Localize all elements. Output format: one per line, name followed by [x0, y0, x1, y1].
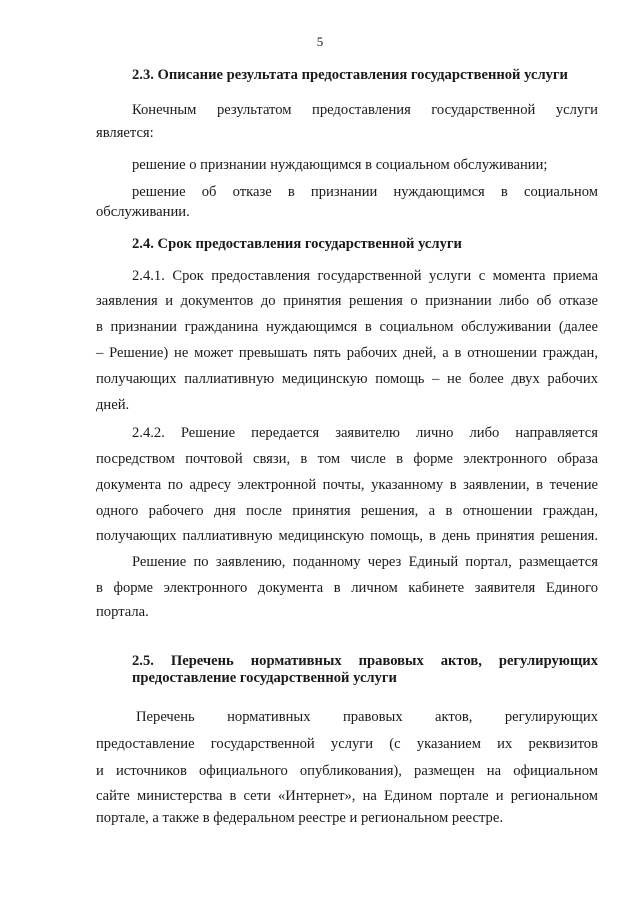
section-2-4-p1-line: в признании гражданина нуждающимся в социальном обслуживании (далее: [96, 319, 598, 335]
section-2-4-p2-line: одного рабочего дня после принятия решения, а в отношении граждан,: [96, 503, 598, 519]
section-2-4-p1-line: – Решение) не может превышать пять рабочих дней, а в отношении граждан,: [96, 345, 598, 361]
section-2-5-p1-line: и источников официального опубликования), размещен на официальном: [96, 763, 598, 779]
section-2-4-p2-line: документа по адресу электронной почты, указанному в заявлении, в течение: [96, 477, 598, 493]
section-2-3-p3-line1: решение об отказе в признании нуждающимся в социальном: [132, 184, 598, 200]
page-number: 5: [316, 34, 324, 49]
section-2-4-p3-last: портала.: [96, 604, 149, 620]
section-2-4-p3-line: в форме электронного документа в личном кабинете заявителя Единого: [96, 580, 598, 596]
section-2-5-heading-line1: 2.5. Перечень нормативных правовых актов, регулирующих: [132, 653, 598, 669]
section-2-3-p3-line2: обслуживании.: [96, 204, 190, 220]
section-2-4-p3-line: Решение по заявлению, поданному через Единый портал, размещается: [132, 554, 598, 570]
section-2-4-p1-line: получающих паллиативную медицинскую помощь – не более двух рабочих: [96, 371, 598, 387]
section-2-4-p2-line: посредством почтовой связи, в том числе в форме электронного образа: [96, 451, 598, 467]
section-2-4-p1-line: 2.4.1. Срок предоставления государственной услуги с момента приема: [132, 268, 598, 284]
section-2-5-p1-line: предоставление государственной услуги (с указанием их реквизитов: [96, 736, 598, 752]
section-2-3-p2: решение о признании нуждающимся в социальном обслуживании;: [132, 157, 548, 173]
section-2-3-heading: 2.3. Описание результата предоставления государственной услуги: [132, 67, 568, 83]
section-2-3-p1-line2: является:: [96, 125, 154, 141]
section-2-5-p1-last: портале, а также в федеральном реестре и региональном реестре.: [96, 810, 503, 826]
section-2-5-p1-line: сайте министерства в сети «Интернет», на Едином портале и региональном: [96, 788, 598, 804]
section-2-4-p1-last: дней.: [96, 397, 130, 413]
section-2-4-p2-line: 2.4.2. Решение передается заявителю лично либо направляется: [132, 425, 598, 441]
section-2-4-p2-line: получающих паллиативную медицинскую помощь, в день принятия решения.: [96, 528, 598, 544]
section-2-5-heading-line2: предоставление государственной услуги: [132, 670, 397, 686]
section-2-3-p1-line1: Конечным результатом предоставления государственной услуги: [132, 102, 598, 118]
section-2-4-p1-line: заявления и документов до принятия решения о признании либо об отказе: [96, 293, 598, 309]
section-2-4-heading: 2.4. Срок предоставления государственной услуги: [132, 236, 462, 252]
section-2-5-p1-line: Перечень нормативных правовых актов, регулирующих: [136, 709, 598, 725]
